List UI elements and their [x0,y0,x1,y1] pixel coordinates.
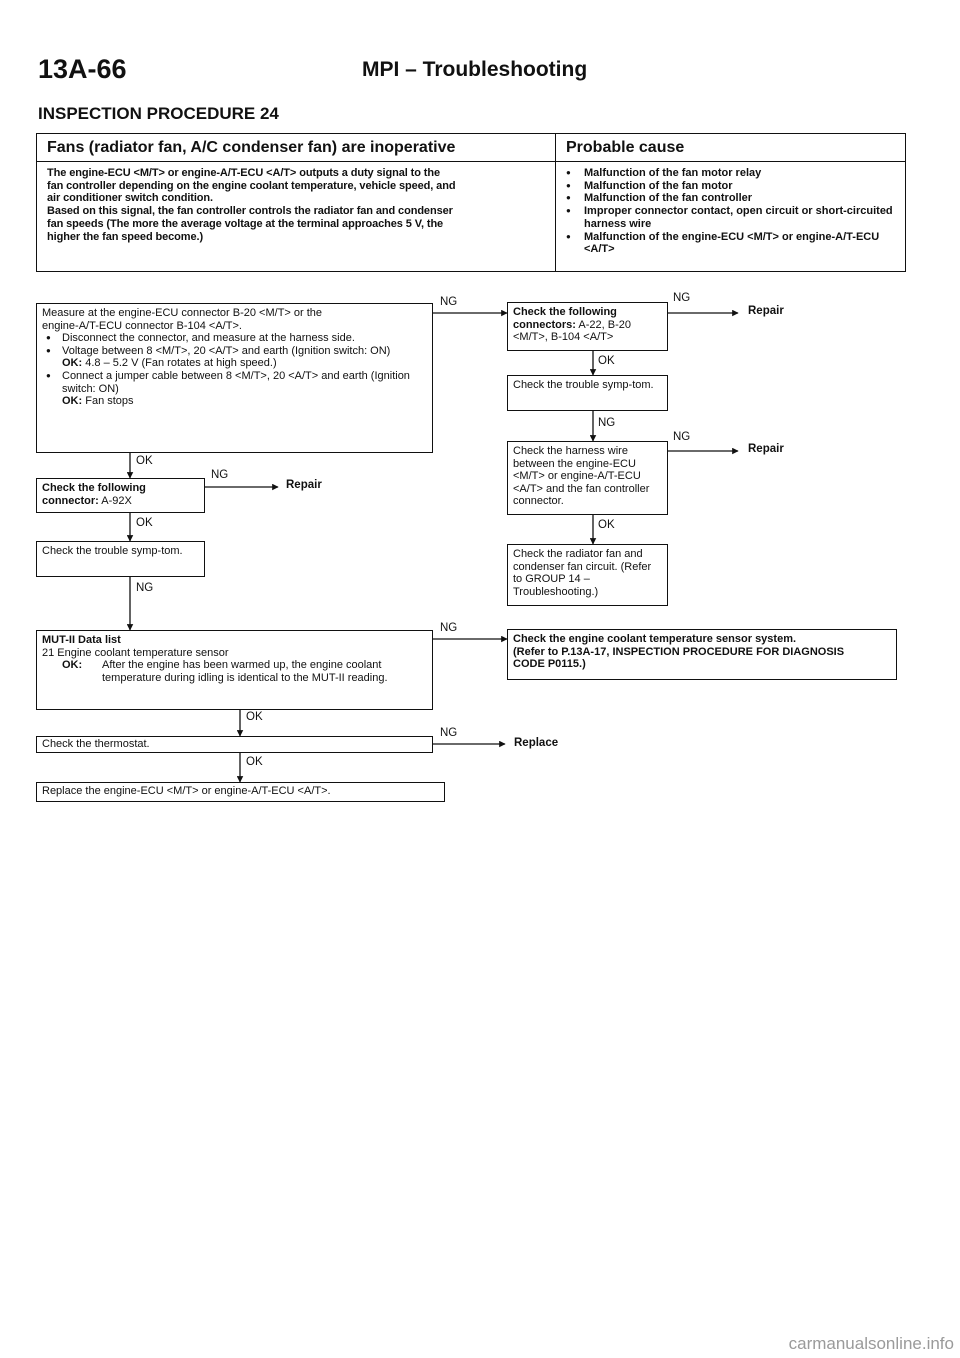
ok-label: OK: [62,659,83,672]
ok-value: Fan stops [85,395,134,408]
cause-item: ● Malfunction of the fan motor [566,180,897,193]
r2-text: Check the trouble symp-tom. [513,379,654,391]
step-check-connectors-a22-b20-b104 [507,302,668,351]
ok-label: OK: [62,395,83,408]
step5-text: Check the thermostat. [42,738,150,750]
step-check-trouble-symptom [36,541,205,577]
step1-line: Measure at the engine-ECU connector B-20 <M/T> or the [42,307,323,319]
step-check-connector-a92x [36,478,205,513]
step1-line: engine-A/T-ECU connector B-104 <A/T>. [42,319,242,332]
result-replace: Replace [514,737,559,749]
page-number: 13A-66 [38,54,127,84]
ng-label: NG [211,469,229,481]
step2-title: Check the following [42,482,146,494]
step1-bullet: ● Voltage between 8 <M/T>, 20 <A/T> and earth (Ignition switch: ON) [42,345,428,358]
cause-item: ● Malfunction of the engine-ECU <M/T> or engine-A/T-ECU <A/T> [566,231,897,256]
step-check-trouble-symptom-2 [507,375,668,411]
step-check-coolant-sensor-system [507,629,897,680]
step1-ok-condition [42,395,428,408]
step-check-harness-wire [507,441,668,515]
ng-label: NG [673,292,691,304]
step-check-thermostat [36,736,433,753]
description-line: higher the fan speed become.) [47,230,204,243]
ok-label: OK [136,517,153,529]
watermark: carmanualsonline.info [788,1334,954,1353]
r1-value: A-22, B-20 <M/T>, B-104 <A/T> [513,318,632,344]
description-line: air conditioner switch condition. [47,192,213,205]
ng-label: NG [673,431,691,443]
step3-text: Check the trouble symp-tom. [42,545,183,557]
ng-label: NG [440,622,458,634]
r1-title: Check the following [513,306,617,318]
step-check-radiator-fan-circuit [507,544,668,606]
ok-label: OK: [62,357,83,370]
r1-label: connectors: [513,318,576,331]
ok-label: OK [598,355,615,367]
description-line: Based on this signal, the fan controller controls the radiator fan and condenser [47,205,453,218]
cause-item: ● Improper connector contact, open circuit or short-circuited harness wire [566,205,897,230]
step4-item: 21 Engine coolant temperature sensor [42,646,229,659]
cause-item: ● Malfunction of the fan motor relay [566,167,897,180]
result-repair: Repair [748,305,784,317]
ng-label: NG [136,582,154,594]
step-mut-ii-data-list [36,630,433,710]
step1-bullet: ● Disconnect the connector, and measure at the harness side. [42,332,428,345]
ng-label: NG [598,417,616,429]
r5-line: Check the engine coolant temperature sensor system. [513,633,797,645]
ng-label: NG [440,727,458,739]
step4-title: MUT-II Data list [42,634,121,646]
ok-value: After the engine has been warmed up, the engine coolant temperature during idling is identical to the MUT-II reading. [102,659,388,684]
step4-ok-condition [42,659,428,684]
step-replace-ecu [36,782,445,802]
step6-text: Replace the engine-ECU <M/T> or engine-A/T-ECU <A/T>. [42,785,331,797]
step2-label: connector: [42,494,99,507]
cause-item: ● Malfunction of the fan controller [566,192,897,205]
step-measure-ecu-connector [36,303,433,453]
symptom-title: Fans (radiator fan, A/C condenser fan) are inoperative [37,134,555,162]
step2-value: A-92X [101,494,132,507]
cause-title: Probable cause [556,134,905,162]
procedure-title: INSPECTION PROCEDURE 24 [38,104,279,123]
result-repair: Repair [748,443,784,455]
description-line: fan controller depending on the engine coolant temperature, vehicle speed, and [47,179,456,192]
description-line: The engine-ECU <M/T> or engine-A/T-ECU <A/T> outputs a duty signal to the [47,167,441,179]
ok-value: 4.8 – 5.2 V (Fan rotates at high speed.) [85,357,277,370]
page-title: MPI – Troubleshooting [362,58,588,81]
r4-text: Check the radiator fan and condenser fan circuit. (Refer to GROUP 14 – Troubleshooting.) [513,548,652,598]
r5-line: CODE P0115.) [513,658,586,671]
r5-line: (Refer to P.13A-17, INSPECTION PROCEDURE FOR DIAGNOSIS [513,645,845,658]
ok-label: OK [598,519,615,531]
r3-text: Check the harness wire between the engine-ECU <M/T> or engine-A/T-ECU <A/T> and the fan controller connector. [513,445,650,508]
ok-label: OK [246,756,263,768]
description-line: fan speeds (The more the average voltage at the terminal approaches 5 V, the [47,217,444,230]
step1-bullets-2 [42,370,428,395]
ok-label: OK [136,455,153,467]
ng-label: NG [440,296,458,308]
result-repair: Repair [286,479,322,491]
ok-label: OK [246,711,263,723]
step1-ok-condition [42,357,428,370]
step1-bullets [42,332,428,357]
step1-bullet: ● Connect a jumper cable between 8 <M/T>, 20 <A/T> and earth (Ignition switch: ON) [42,370,428,395]
